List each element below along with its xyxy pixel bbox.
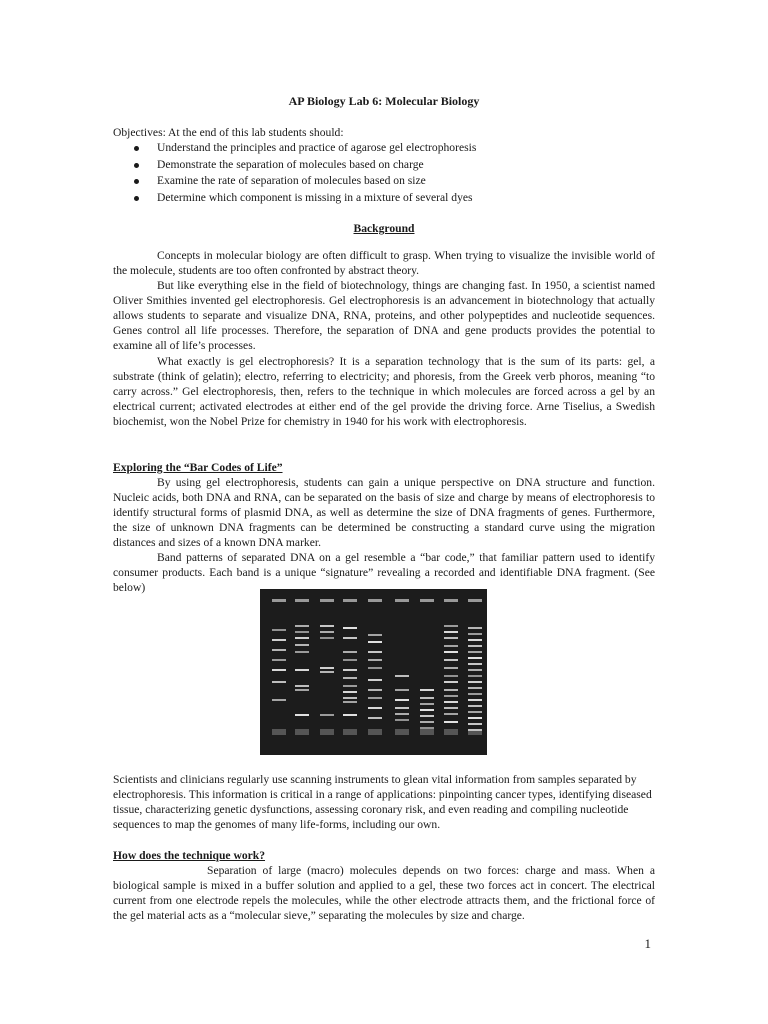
gel-well [444, 599, 458, 602]
gel-band [468, 699, 482, 701]
gel-band [468, 627, 482, 629]
gel-band [272, 669, 286, 671]
gel-band [368, 697, 382, 699]
background-paragraph-3: What exactly is gel electrophoresis? It is a separation technology that is the sum of its parts: gel, a substrate (think of gelatin); electro, referring to electricity; and phoresis, from the Greek verb phoros, meaning “to carry across.” Gel electrophoresis, then, refers to the technique in which molecules are forced across a gel by an electrical current; activated electrodes at either end of the gel provide the driving force. Arne Tiselius, a Swedish biochemist, won the Nobel Prize for chemistry in 1940 for his work with electrophoresis. [113, 355, 655, 428]
gel-band [468, 633, 482, 635]
applications-paragraph: Scientists and clinicians regularly use scanning instruments to glean vital information from samples separated by electrophoresis. This information is critical in a range of applications: pinpointing cancer types, identifying diseased tissue, characterizing genetic dysfunctions, assessing coronary risk, and even reading and compiling nucleotide sequences to map the genomes of many life-forms, including our own. [113, 773, 652, 831]
gel-band [395, 689, 409, 691]
gel-band [272, 681, 286, 683]
gel-band [420, 709, 434, 711]
gel-band [468, 675, 482, 677]
background-paragraph-2: But like everything else in the field of biotechnology, things are changing fast. In 1950, a scientist named Oliver Smithies invented gel electrophoresis. Gel electrophoresis is an advancement in biotechnology that actually allows students to separate and visualize DNA, RNA, proteins, and other polypeptides and nucleotide sequences. Genes control all life processes. Therefore, the separation of DNA and gene products provides the potential to examine all of life’s processes. [113, 279, 655, 352]
barcodes-heading: Exploring the “Bar Codes of Life” [113, 461, 283, 474]
gel-band [343, 697, 357, 699]
gel-band [420, 715, 434, 717]
gel-band [444, 689, 458, 691]
document-page [113, 0, 655, 1024]
gel-band [320, 671, 334, 673]
gel-band [343, 637, 357, 639]
gel-band [368, 651, 382, 653]
page-number: 1 [644, 936, 651, 951]
gel-band [468, 717, 482, 719]
gel-band [468, 693, 482, 695]
gel-band [320, 625, 334, 627]
gel-band [395, 719, 409, 721]
gel-well [395, 599, 409, 602]
gel-band [368, 689, 382, 691]
gel-band [295, 714, 309, 716]
gel-well [343, 599, 357, 602]
gel-band [368, 707, 382, 709]
gel-band [272, 639, 286, 641]
gel-band [444, 625, 458, 627]
gel-smear [395, 729, 409, 735]
gel-band [320, 631, 334, 633]
barcodes-paragraph-1: By using gel electrophoresis, students can gain a unique perspective on DNA structure and function. Nucleic acids, both DNA and RNA, can be separated on the basis of size and charge by means of electrophoresis to identify structural forms of plasmid DNA, as well as determine the size of DNA fragments of genes. Furthermore, the size of unknown DNA fragments can be determined be constructing a standard curve using the migration distances and sizes of a known DNA marker. [113, 476, 655, 549]
background-paragraph-1: Concepts in molecular biology are often difficult to grasp. When trying to visualize the invisible world of the molecule, students are too often confronted by abstract theory. [113, 249, 655, 277]
gel-band [444, 675, 458, 677]
gel-well [420, 599, 434, 602]
gel-band [320, 714, 334, 716]
gel-band [468, 657, 482, 659]
gel-smear [272, 729, 286, 735]
gel-band [468, 681, 482, 683]
gel-well [468, 599, 482, 602]
gel-band [444, 713, 458, 715]
gel-band [468, 687, 482, 689]
gel-band [468, 723, 482, 725]
document-title: AP Biology Lab 6: Molecular Biology [288, 94, 480, 108]
gel-band [343, 669, 357, 671]
gel-smear [468, 729, 482, 735]
gel-band [420, 721, 434, 723]
gel-smear [420, 729, 434, 735]
gel-band [368, 679, 382, 681]
gel-band [343, 701, 357, 703]
gel-band [395, 707, 409, 709]
gel-band [420, 727, 434, 729]
objective-item: Understand the principles and practice of agarose gel electrophoresis [113, 140, 476, 157]
gel-smear [320, 729, 334, 735]
gel-band [468, 711, 482, 713]
gel-band [368, 717, 382, 719]
gel-band [295, 625, 309, 627]
gel-band [295, 689, 309, 691]
gel-electrophoresis-photo [260, 589, 487, 755]
gel-band [343, 691, 357, 693]
gel-band [468, 651, 482, 653]
gel-band [395, 699, 409, 701]
gel-band [420, 703, 434, 705]
gel-band [343, 651, 357, 653]
gel-smear [444, 729, 458, 735]
objective-item: Demonstrate the separation of molecules based on charge [113, 157, 476, 174]
gel-band [468, 669, 482, 671]
gel-band [272, 649, 286, 651]
gel-well [320, 599, 334, 602]
gel-band [395, 713, 409, 715]
gel-band [295, 644, 309, 646]
gel-band [468, 663, 482, 665]
gel-band [343, 627, 357, 629]
gel-smear [295, 729, 309, 735]
gel-smear [368, 729, 382, 735]
gel-band [343, 659, 357, 661]
gel-band [444, 659, 458, 661]
gel-band [368, 659, 382, 661]
technique-paragraph: Separation of large (macro) molecules depends on two forces: charge and mass. When a biological sample is mixed in a buffer solution and applied to a gel, these two forces act in concert. The electrical current from one electrode repels the molecules, while the other electrode attracts them, and the frictional force of the gel material acts as a “molecular sieve,” separating the molecules by size and charge. [113, 864, 655, 922]
gel-bands-image [260, 589, 487, 755]
gel-band [444, 645, 458, 647]
gel-band [295, 637, 309, 639]
gel-band [320, 637, 334, 639]
gel-band [343, 685, 357, 687]
gel-band [420, 697, 434, 699]
gel-band [395, 675, 409, 677]
gel-band [468, 639, 482, 641]
objectives-intro: Objectives: At the end of this lab students should: [113, 126, 344, 139]
gel-band [343, 714, 357, 716]
gel-band [295, 669, 309, 671]
objectives-list [113, 140, 476, 206]
gel-band [368, 634, 382, 636]
gel-band [468, 645, 482, 647]
gel-band [444, 681, 458, 683]
gel-well [295, 599, 309, 602]
gel-band [295, 651, 309, 653]
gel-well [272, 599, 286, 602]
gel-band [444, 631, 458, 633]
gel-band [468, 705, 482, 707]
gel-smear [343, 729, 357, 735]
technique-heading: How does the technique work? [113, 849, 266, 862]
gel-band [295, 631, 309, 633]
objective-item: Examine the rate of separation of molecules based on size [113, 173, 476, 190]
gel-band [444, 707, 458, 709]
gel-band [272, 629, 286, 631]
gel-band [343, 677, 357, 679]
gel-band [420, 689, 434, 691]
gel-well [368, 599, 382, 602]
gel-band [444, 695, 458, 697]
objective-item: Determine which component is missing in a mixture of several dyes [113, 190, 476, 207]
gel-band [272, 659, 286, 661]
gel-band [272, 699, 286, 701]
gel-band [444, 667, 458, 669]
gel-band [320, 667, 334, 669]
gel-band [368, 641, 382, 643]
gel-band [444, 721, 458, 723]
background-heading: Background [353, 222, 415, 235]
gel-band [368, 667, 382, 669]
barcodes-paragraph-2: Band patterns of separated DNA on a gel resemble a “bar code,” that familiar pattern used to identify consumer products. Each band is a unique “signature” revealing a recorded and identifiable DNA fragment. (See below) [113, 551, 655, 594]
gel-band [295, 685, 309, 687]
gel-band [444, 651, 458, 653]
gel-band [444, 701, 458, 703]
gel-band [444, 637, 458, 639]
